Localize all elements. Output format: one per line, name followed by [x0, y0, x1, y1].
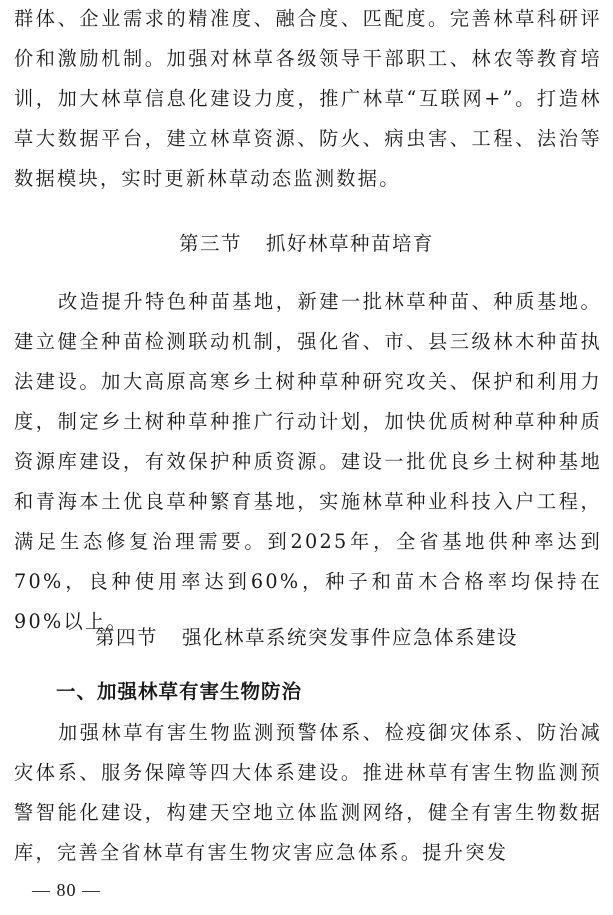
paragraph-pest-control: 加强林草有害生物监测预警体系、检疫御灾体系、防治减灾体系、服务保障等四大体系建设。推进林草有害生物监测预警智能化建设，构建天空地立体监测网络，健全有害生物数据库，完善全省林草有害生物灾害应急体系。提升突发 [14, 721, 602, 864]
paragraph-continuation: 群体、企业需求的精准度、融合度、匹配度。完善林草科研评价和激励机制。加强对林草各级领导干部职工、林农等教育培训，加大林草信息化建设力度，推广林草“互联网+”。打造林草大数据平台，建立林草资源、防火、病虫害、工程、法治等数据模块，实时更新林草动态监测数据。 [14, 7, 602, 190]
section-heading-3 [0, 228, 613, 256]
section-heading-4 [0, 622, 613, 650]
paragraph-seedlings: 改造提升特色种苗基地，新建一批林草种苗、种质基地。建立健全种苗检测联动机制，强化省、市、县三级林木种苗执法建设。加大高原高寒乡土树种草种研究攻关、保护和利用力度，制定乡土树种草种推广行动计划，加快优质树种草种种质资源库建设，有效保护种质资源。建设一批优良乡土树种基地和青海本土优良草种繁育基地，实施林草种业科技入户工程，满足生态修复治理需要。到2025年，全省基地供种率达到70%，良种使用率达到60%，种子和苗木合格率均保持在90%以上。 [14, 290, 602, 633]
section-title: 强化林草系统突发事件应急体系建设 [182, 626, 519, 649]
section-title: 抓好林草种苗培育 [266, 232, 435, 255]
section-number: 第四节 [94, 626, 158, 649]
subheading-pest-control: 一、加强林草有害生物防治 [56, 680, 303, 703]
page-number: — 80 — [32, 880, 101, 900]
section-number: 第三节 [178, 232, 242, 255]
